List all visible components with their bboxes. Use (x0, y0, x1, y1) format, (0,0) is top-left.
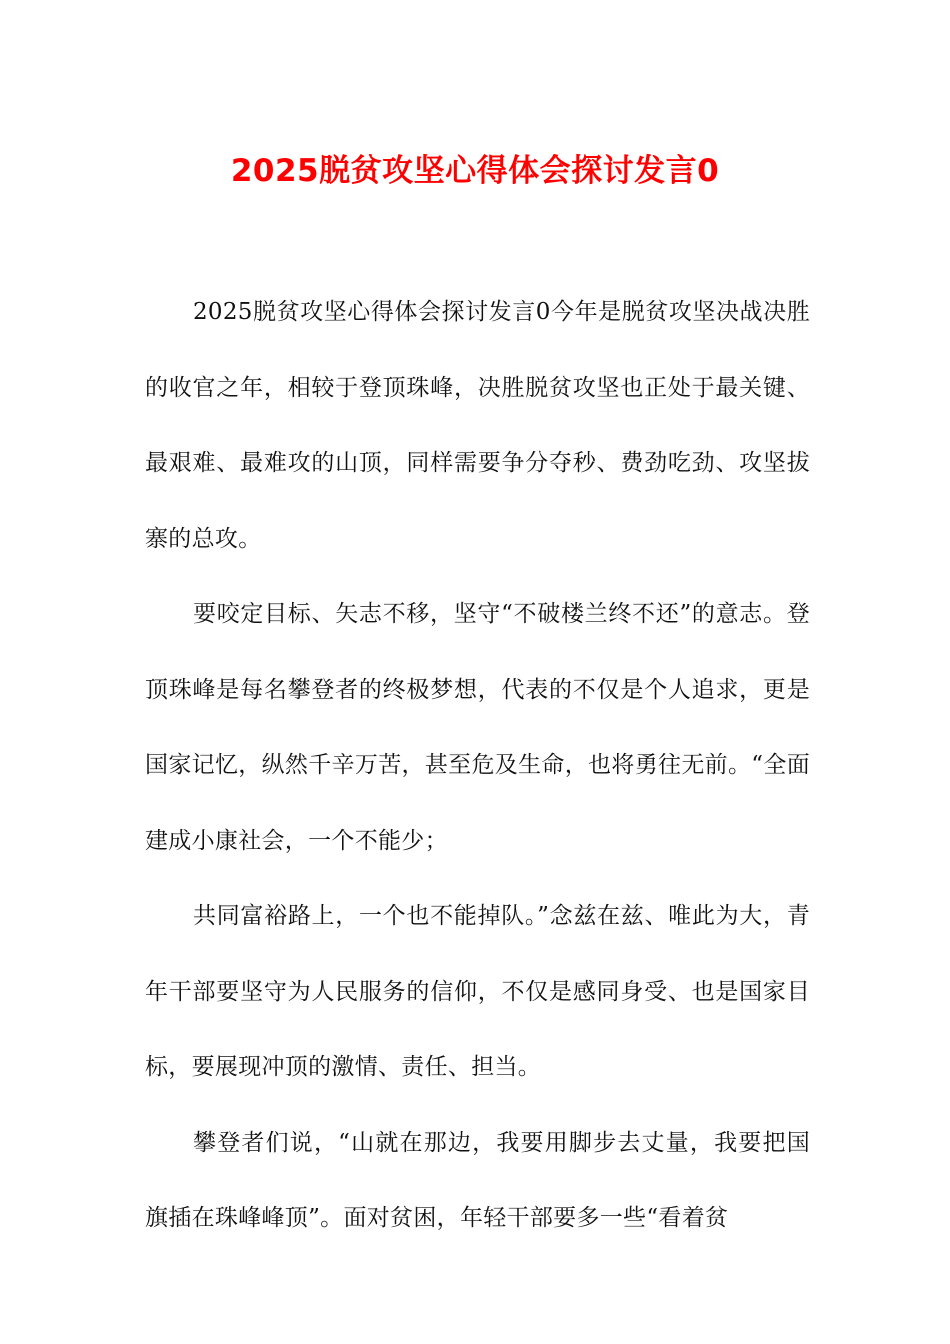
document-body (145, 275, 810, 1257)
paragraph-2: 要咬定目标、矢志不移，坚守“不破楼兰终不还”的意志。登顶珠峰是每名攀登者的终极梦想，代表的不仅是个人追求，更是国家记忆，纵然千辛万苦，甚至危及生命，也将勇往无前。“全面建成小康社会，一个不能少； (145, 601, 810, 854)
document-title: 2025脱贫攻坚心得体会探讨发言0 (230, 153, 720, 189)
paragraph-4: 攀登者们说，“山就在那边，我要用脚步去丈量，我要把国旗插在珠峰峰顶”。面对贫困，年轻干部要多一些“看着贫 (145, 1129, 810, 1231)
paragraph-1: 2025脱贫攻坚心得体会探讨发言0今年是脱贫攻坚决战决胜的收官之年，相较于登顶珠峰，决胜脱贫攻坚也正处于最关键、最艰难、最难攻的山顶，同样需要争分夺秒、费劲吃劲、攻坚拔寨的总攻。 (145, 299, 810, 552)
paragraph-3: 共同富裕路上，一个也不能掉队。”念兹在兹、唯此为大，青年干部要坚守为人民服务的信仰，不仅是感同身受、也是国家目标，要展现冲顶的激情、责任、担当。 (145, 903, 810, 1080)
